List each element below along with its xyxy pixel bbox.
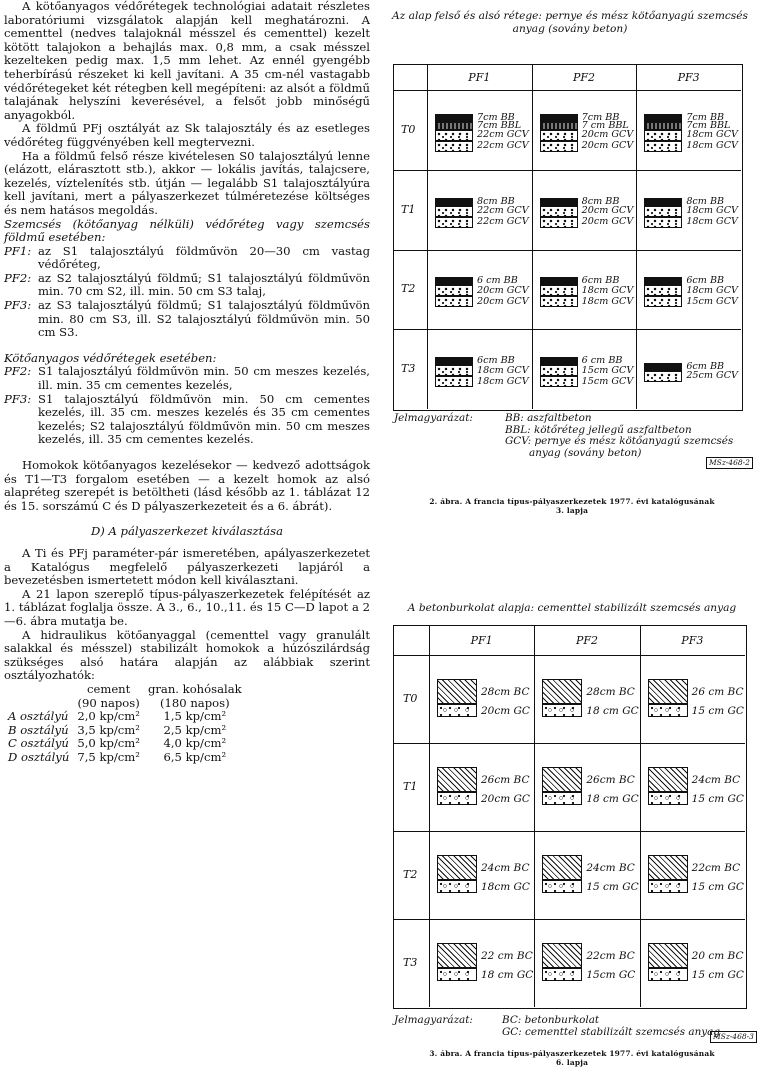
column-divider — [532, 64, 533, 409]
layer-block — [435, 285, 473, 296]
row-label: T0 — [403, 692, 418, 705]
layer-block — [644, 114, 682, 122]
column-divider — [636, 64, 637, 409]
layer-block — [435, 365, 473, 376]
column-header: PF1 — [470, 634, 493, 647]
layer-block — [435, 122, 473, 130]
layer-label: 25cm GCV — [686, 370, 738, 382]
stabilized-layer — [542, 880, 582, 893]
paragraph-4: Szemcsés (kötőanyag nélküli) védőréteg vagy szemcsés földmű esetében: — [4, 216, 370, 245]
left-text-column — [4, 0, 370, 764]
row-label: T2 — [403, 868, 418, 881]
layer-label: 8cm BB — [477, 195, 515, 207]
layer-label: 18cm GCV — [686, 140, 738, 152]
concrete-layer — [542, 679, 582, 704]
layer-label: 22cm BC — [691, 862, 741, 874]
layer-block — [435, 296, 473, 307]
layer-block — [540, 285, 578, 296]
layer-label: 6cm BB — [581, 275, 620, 287]
layer-block — [644, 285, 682, 296]
column-divider — [534, 625, 535, 1007]
layer-label: 7cm BBL — [686, 119, 731, 131]
layer-block — [435, 217, 473, 228]
row-divider — [393, 919, 745, 920]
table-row: D osztályú 7,5 kp/cm² 6,5 kp/cm² — [8, 749, 227, 764]
figure-2-code: MSz-468-2 — [706, 457, 753, 469]
stabilized-layer — [437, 968, 477, 981]
layer-label: 26cm BC — [586, 774, 635, 786]
layer-block — [540, 141, 578, 152]
row-divider — [393, 170, 741, 171]
row-label: T1 — [403, 780, 418, 793]
layer-block — [540, 365, 578, 376]
layer-label: 22cm GCV — [477, 216, 529, 228]
stabilized-layer — [648, 792, 688, 805]
layer-label: 15 cm GC — [691, 881, 744, 893]
row-divider — [393, 329, 741, 330]
layer-label: 20cm GCV — [581, 205, 634, 217]
layer-block — [540, 114, 578, 122]
concrete-layer — [437, 767, 477, 792]
paragraph-7: A Ti és PFj paraméter-pár ismeretében, apályaszerkezetet a Katalógus megfelelő pályaszerkezeti lapjáról a bevezetésben ismertetett módon kell kiválasztani. — [4, 545, 370, 588]
layer-label: 7cm BB — [686, 111, 725, 123]
layer-label: 15 cm GC — [691, 705, 744, 717]
row-label: T1 — [401, 202, 416, 216]
layer-label: 18cm GC — [481, 881, 530, 893]
concrete-layer — [648, 767, 688, 792]
header-divider — [393, 655, 745, 656]
paragraph-2: A földmű PFj osztályát az Sk talajosztály és az esetleges védőréteg függvényében kell megtervezni. — [4, 121, 370, 149]
stabilized-layer — [437, 792, 477, 805]
section-heading: D) A pályaszerkezet kiválasztása — [90, 524, 284, 539]
layer-block — [435, 141, 473, 152]
layer-label: 20cm GC — [481, 705, 530, 717]
figure-3-code: MSz-468-3 — [710, 1031, 757, 1043]
concrete-layer — [648, 943, 688, 968]
table-row: A osztályú 2,0 kp/cm² 1,5 kp/cm² — [8, 709, 227, 724]
layer-block — [540, 198, 578, 206]
layer-label: 20cm GCV — [581, 129, 634, 141]
class-item: PF3: S1 talajosztályú földművön min. 50 cm cementes kezelés, ill. 35 cm. meszes kezelés és 35 cm cementes kezelés; S2 talajosztályú földművön min. 50 cm meszes kezelés, ill. 35 cm cementes kezelés. — [4, 391, 370, 447]
layer-block — [435, 376, 473, 387]
paragraph-6: Homokok kötőanyagos kezelésekor — kedvező adottságok és T1—T3 forgalom esetében — a kezelt homok az alsó alapréteg szerepét is betöltheti (lásd később az 1. táblázat 12 és 15. sorszámú C és D pályaszerkezeteit és a 6. ábrát). — [4, 458, 370, 513]
paragraph-9: A hidraulikus kötőanyaggal (cementtel vagy granulált salakkal és mésszel) stabilizált homokok a húzószilárdság szükséges alsó határa alapján az alábbiak szerint osztályozhatók: — [4, 627, 370, 683]
layer-label: 28cm BC — [481, 686, 530, 698]
layer-label: 18cm GCV — [686, 216, 738, 228]
layer-block — [540, 277, 578, 285]
layer-label: 18 cm GC — [586, 793, 639, 805]
concrete-layer — [437, 855, 477, 880]
paragraph-3: Ha a földmű felső része kivételesen S0 talajosztályú lenne (elázott, elárasztott stb.), akkor — lokális javítás, talajcsere, kezelés, víztelenítés stb. útján — legalább S1 talajosztályúra kell javítani, mert a pályaszerkezet túlméretezése költséges és nem hatásos megoldás. — [4, 148, 370, 217]
layer-label: 15cm GCV — [686, 295, 738, 307]
layer-block — [435, 198, 473, 206]
layer-label: 7 cm BBL — [581, 119, 629, 131]
figure-3-legend: BC: betonburkolat GC: cementtel stabilizált szemcsés anyag — [502, 1014, 720, 1038]
layer-block — [644, 130, 682, 141]
concrete-layer — [542, 943, 582, 968]
stabilized-layer — [437, 704, 477, 717]
row-divider — [393, 831, 745, 832]
class-item: PF2: az S2 talajosztályú földmű; S1 talajosztályú földművön min. 70 cm S2, ill. min. 50 cm S3 talaj, — [4, 270, 370, 299]
layer-label: 18cm GCV — [686, 284, 738, 296]
layer-label: 18cm GCV — [477, 375, 529, 387]
layer-label: 18cm GCV — [581, 284, 634, 296]
stabilized-layer — [648, 704, 688, 717]
column-header: PF3 — [677, 71, 700, 84]
row-label: T2 — [401, 282, 416, 296]
layer-block — [435, 130, 473, 141]
layer-label: 15cm GCV — [581, 375, 634, 387]
layer-block — [644, 277, 682, 285]
layer-label: 7cm BB — [477, 111, 515, 123]
layer-block — [644, 141, 682, 152]
stabilized-layer — [648, 968, 688, 981]
row-divider — [393, 743, 745, 744]
stabilized-layer — [542, 792, 582, 805]
class-list-1 — [4, 245, 370, 340]
layer-block — [540, 217, 578, 228]
layer-block — [540, 357, 578, 365]
layer-label: 18cm GCV — [686, 205, 738, 217]
column-header: PF2 — [575, 634, 599, 647]
layer-label: 20cm GCV — [581, 140, 634, 152]
layer-block — [644, 296, 682, 307]
class-item: PF2: S1 talajosztályú földművön min. 50 cm meszes kezelés, ill. min. 35 cm cementes kezelés, — [4, 364, 370, 393]
layer-label: 8cm BB — [581, 195, 620, 207]
column-header: PF3 — [681, 634, 704, 647]
figure-2-title: Az alap felső és alsó rétege: pernye és mész kötőanyagú szemcsés anyag (sovány beton) — [392, 10, 748, 35]
layer-label: 15 cm GC — [691, 793, 744, 805]
layer-block — [540, 376, 578, 387]
layer-label: 15 cm GC — [586, 881, 639, 893]
layer-label: 18cm GCV — [686, 129, 738, 141]
layer-label: 7cm BB — [581, 111, 620, 123]
layer-label: 6 cm BB — [581, 355, 623, 367]
layer-label: 26 cm BC — [691, 686, 744, 698]
layer-block — [540, 206, 578, 217]
column-header: PF2 — [572, 71, 595, 84]
column-header: PF1 — [468, 71, 491, 84]
layer-block — [644, 198, 682, 206]
paragraph-8: A 21 lapon szereplő típus-pályaszerkezetek felépítését az 1. táblázat foglalja össze. A 3., 6., 10.,11. és 15 C—D lapot a 2—6. ábra mutatja be. — [4, 586, 370, 628]
layer-label: 6 cm BB — [477, 275, 518, 287]
layer-label: 22cm GCV — [477, 205, 529, 217]
layer-label: 20cm GC — [481, 793, 530, 805]
figure-2-legend-title: Jelmagyarázat: — [394, 412, 473, 424]
layer-label: 15cm GCV — [581, 364, 634, 376]
stabilized-layer — [437, 880, 477, 893]
layer-label: 6cm BB — [686, 360, 725, 372]
stabilized-layer — [542, 704, 582, 717]
figure-2-legend: BB: aszfaltbeton BBL: kötőréteg jellegű aszfaltbeton GCV: pernye és mész kötőanyagú szemcsés anyag (sovány beton) — [505, 412, 734, 459]
row-label: T3 — [403, 956, 418, 969]
layer-label: 18cm GCV — [581, 295, 634, 307]
layer-label: 22cm GCV — [477, 140, 529, 152]
layer-block — [435, 357, 473, 365]
layer-block — [435, 277, 473, 285]
column-divider — [427, 64, 428, 409]
layer-label: 22 cm BC — [481, 950, 533, 962]
header-divider — [393, 90, 741, 91]
column-divider — [429, 625, 430, 1007]
layer-block — [644, 217, 682, 228]
row-label: T3 — [401, 362, 416, 376]
figure-3-title: A betonburkolat alapja: cementtel stabilizált szemcsés anyag — [407, 602, 737, 614]
layer-label: 28cm BC — [586, 686, 635, 698]
layer-label: 22cm GCV — [477, 129, 529, 141]
layer-label: 15 cm GC — [691, 969, 744, 981]
concrete-layer — [437, 943, 477, 968]
layer-block — [540, 296, 578, 307]
layer-block — [540, 130, 578, 141]
figure-3-caption: 3. ábra. A francia típus-pályaszerkezetek 1977. évi katalógusának 6. lapja — [429, 1049, 715, 1067]
stabilized-layer — [542, 968, 582, 981]
row-divider — [393, 250, 741, 251]
layer-label: 18 cm GC — [481, 969, 534, 981]
layer-label: 24cm BC — [586, 862, 635, 874]
table-row: C osztályú 5,0 kp/cm² 4,0 kp/cm² — [8, 736, 227, 751]
paragraph-5: Kötőanyagos védőrétegek esetében: — [4, 350, 217, 365]
concrete-layer — [648, 855, 688, 880]
figure-3-legend-title: Jelmagyarázat: — [394, 1014, 473, 1026]
stabilized-layer — [648, 880, 688, 893]
strength-table: cement gran. kohósalak (90 napos) (180 napos) A osztályú 2,0 kp/cm² 1,5 kp/cm² B osztályú 3,5 kp/cm² 2,5 kp/cm² C osztályú 5,0 kp/cm² 4,0 kp/cm² D osztályú 7,5 kp/cm² 6,5 kp/cm² — [4, 683, 246, 765]
layer-block — [644, 363, 682, 371]
layer-label: 6cm BB — [686, 275, 725, 287]
figure-2-caption: 2. ábra. A francia típus-pályaszerkezetek 1977. évi katalógusának 3. lapja — [429, 497, 715, 515]
layer-block — [644, 371, 682, 382]
layer-label: 22cm BC — [586, 950, 635, 962]
layer-block — [435, 206, 473, 217]
layer-block — [435, 114, 473, 122]
layer-label: 18 cm GC — [586, 705, 639, 717]
layer-label: 24cm BC — [481, 862, 530, 874]
concrete-layer — [437, 679, 477, 704]
layer-label: 20cm GCV — [581, 216, 634, 228]
layer-label: 8cm BB — [686, 195, 725, 207]
paragraph-1: A kötőanyagos védőrétegek technológiai adatait részletes laboratóriumi vizsgálatok alapján kell meghatározni. A cementtel (nedves talajoknál mésszel és cementtel) kezelt kötött talajokon a behajlás max. 0,8 mm, a csak mésszel kezelteken pedig max. 1,5 mm lehet. Az ennél gyengébb teherbírású részeket ki kell javítani. A 35 cm-nél vastagabb védőrétegeket két rétegben kell megépíteni: az alsót a földmű talajának helyszíni keverésével, a felsőt jobb minőségű anyagokból. — [4, 0, 370, 122]
layer-label: 24cm BC — [691, 774, 741, 786]
concrete-layer — [648, 679, 688, 704]
layer-label: 26cm BC — [481, 774, 530, 786]
row-label: T0 — [401, 122, 416, 136]
layer-block — [644, 122, 682, 130]
class-item: PF3: az S3 talajosztályú földmű; S1 talajosztályú földművön min. 80 cm S3, ill. S2 talajosztályú földművön min. 50 cm S3. — [4, 298, 370, 340]
class-list-2 — [4, 365, 370, 447]
layer-label: 18cm GCV — [477, 364, 529, 376]
layer-label: 20cm GCV — [477, 284, 529, 296]
layer-label: 7cm BBL — [477, 119, 522, 131]
concrete-layer — [542, 767, 582, 792]
layer-label: 6cm BB — [477, 355, 515, 367]
layer-label: 15cm GC — [586, 969, 636, 981]
layer-block — [644, 206, 682, 217]
concrete-layer — [542, 855, 582, 880]
column-divider — [640, 625, 641, 1007]
layer-label: 20 cm BC — [691, 950, 744, 962]
table-row: B osztályú 3,5 kp/cm² 2,5 kp/cm² — [8, 722, 227, 737]
class-item: PF1: az S1 talajosztályú földművön 20—30 cm vastag védőréteg, — [4, 243, 370, 272]
layer-label: 20cm GCV — [477, 295, 529, 307]
layer-block — [540, 122, 578, 130]
